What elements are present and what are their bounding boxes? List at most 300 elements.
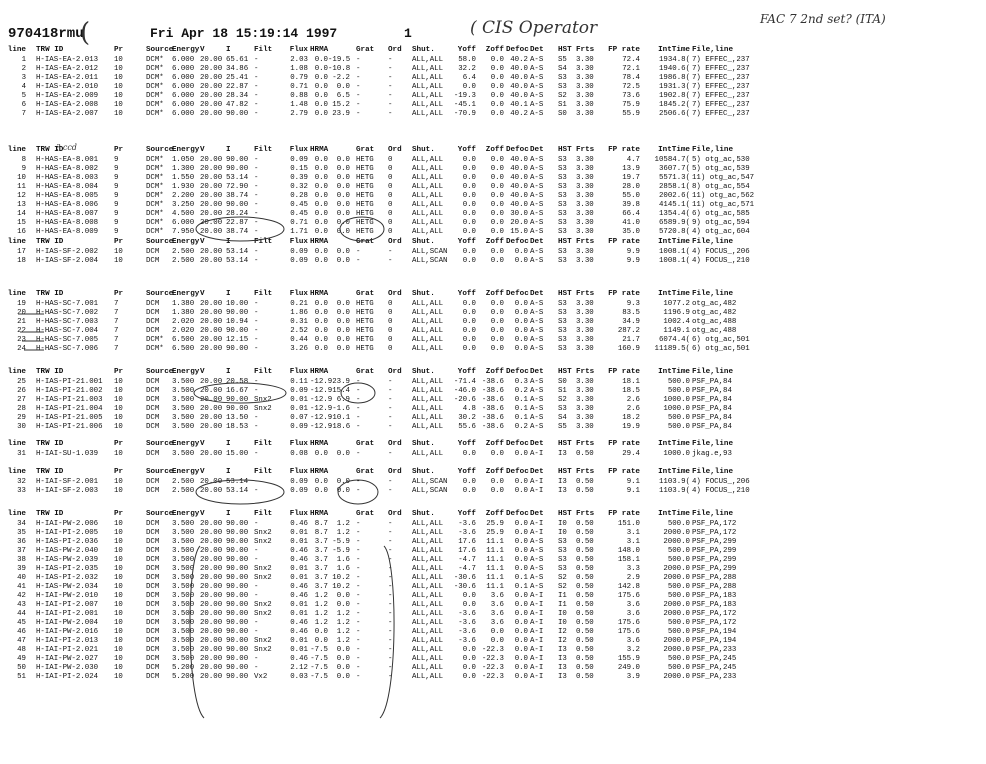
table-cell: 53.14	[226, 174, 249, 182]
table-cell: 0.0	[462, 248, 476, 256]
column-header: I	[226, 238, 231, 246]
table-cell: 0.0	[336, 655, 350, 663]
table-cell: -	[388, 529, 393, 537]
table-cell: 0.0	[336, 318, 350, 326]
table-cell: 0.01	[290, 405, 308, 413]
table-cell: I3	[558, 646, 567, 654]
table-cell: 7	[21, 110, 26, 118]
table-cell: 7) EFFEC_,237	[692, 74, 750, 82]
column-header: Ord	[388, 46, 402, 54]
table-cell: 10	[114, 637, 123, 645]
table-cell: 3.30	[576, 423, 594, 431]
column-header: HST	[558, 510, 572, 518]
table-cell: -10.1	[328, 414, 351, 422]
table-cell: -	[254, 664, 259, 672]
column-header: Zoff	[485, 146, 504, 154]
table-cell: 13.9	[622, 165, 640, 173]
column-header: TRW ID	[36, 440, 64, 448]
table-cell: 2.12	[290, 664, 308, 672]
column-header: HRMA	[310, 468, 329, 476]
table-cell: -3.6	[458, 619, 476, 627]
table-cell: 20.00	[200, 450, 223, 458]
column-header: line	[7, 440, 26, 448]
table-cell: 0.0	[462, 309, 476, 317]
column-header: Flux	[289, 368, 308, 376]
table-cell: 28.0	[622, 183, 640, 191]
column-header: Pr	[114, 290, 124, 298]
table-cell: 0.0	[336, 450, 350, 458]
table-cell: 3.30	[576, 65, 594, 73]
table-cell: jkag.e,93	[692, 450, 732, 458]
column-header: V	[200, 46, 205, 54]
table-cell: -	[254, 583, 259, 591]
table-cell: 90.00	[226, 592, 249, 600]
table-cell: Snx2	[254, 396, 272, 404]
table-cell: H-IAS-PI-21.003	[36, 396, 103, 404]
table-cell: -	[388, 637, 393, 645]
table-cell: ALL,SCAN	[412, 478, 448, 486]
table-cell: 0.50	[576, 637, 594, 645]
table-cell: 0.0	[314, 637, 328, 645]
table-cell: 4) FOCUS_,206	[692, 478, 750, 486]
table-cell: 1.86	[290, 309, 308, 317]
table-cell: H-HAS-EA-8.008	[36, 219, 99, 227]
table-cell: 26	[17, 387, 26, 395]
table-cell: 90.00	[226, 547, 249, 555]
table-cell: 500.0	[667, 583, 690, 591]
table-cell: 4) FOCUS_,206	[692, 248, 750, 256]
table-cell: 28.34	[226, 92, 249, 100]
table-cell: 0.01	[290, 610, 308, 618]
table-cell: 0.0	[490, 336, 504, 344]
column-header: Pr	[114, 510, 124, 518]
table-cell: ALL,ALL	[412, 201, 444, 209]
column-header: HST	[558, 290, 572, 298]
table-cell: 0.0	[490, 219, 504, 227]
table-cell: HETG	[356, 309, 374, 317]
column-header: Filt	[254, 290, 273, 298]
table-cell: 0.0	[490, 345, 504, 353]
table-cell: Snx2	[254, 601, 272, 609]
table-cell: -	[254, 556, 259, 564]
table-cell: 0.0	[514, 664, 528, 672]
table-cell: 1.2	[336, 637, 350, 645]
table-cell: 39.8	[622, 201, 640, 209]
table-cell: A-S	[530, 309, 544, 317]
table-cell: 0.0	[462, 336, 476, 344]
table-cell: ALL,ALL	[412, 101, 444, 109]
table-cell: -	[254, 414, 259, 422]
table-cell: 20.00	[200, 83, 223, 91]
table-cell: 7	[114, 300, 119, 308]
table-cell: 28	[17, 405, 26, 413]
table-row	[6, 405, 984, 414]
table-cell: -12.9	[310, 414, 333, 422]
table-cell: 0.0	[336, 300, 350, 308]
table-cell: 0.46	[290, 655, 308, 663]
column-header: HST	[558, 368, 572, 376]
table-cell: -	[254, 110, 259, 118]
table-cell: 0.50	[576, 487, 594, 495]
column-header: IntTime	[658, 46, 690, 54]
table-cell: 2.200	[172, 192, 195, 200]
table-cell: 40.0	[510, 156, 528, 164]
table-cell: 9	[114, 183, 119, 191]
table-cell: 287.2	[617, 327, 640, 335]
table-cell: 1.2	[314, 601, 328, 609]
column-header: HRMA	[310, 290, 329, 298]
table-cell: PSF_PA,299	[692, 538, 737, 546]
table-cell: 20.00	[200, 174, 223, 182]
column-header: Pr	[114, 468, 124, 476]
table-cell: 0.0	[336, 478, 350, 486]
table-row	[6, 300, 984, 309]
table-cell: DCM	[146, 529, 160, 537]
table-cell: 8	[21, 156, 26, 164]
table-cell: 0.50	[576, 592, 594, 600]
table-cell: 0.0	[336, 201, 350, 209]
table-cell: 142.8	[617, 583, 640, 591]
table-cell: 1.2	[314, 619, 328, 627]
table-cell: 3.30	[576, 74, 594, 82]
table-cell: Vx2	[254, 673, 268, 681]
table-cell: 1000.0	[663, 396, 690, 404]
table-cell: 90.00	[226, 538, 249, 546]
table-cell: DCM	[146, 300, 160, 308]
table-cell: -	[254, 300, 259, 308]
table-row	[6, 547, 984, 556]
table-cell: S3	[558, 327, 567, 335]
table-cell: 3.6	[490, 592, 504, 600]
table-cell: H-IAI-PI-2.007	[36, 601, 99, 609]
table-row	[6, 583, 984, 592]
table-cell: 6.000	[172, 219, 195, 227]
column-header: Det	[530, 468, 544, 476]
table-cell: 0.0	[514, 610, 528, 618]
table-cell: 0.0	[490, 318, 504, 326]
table-cell: 3.30	[576, 192, 594, 200]
table-cell: 3.500	[172, 396, 195, 404]
table-cell: -	[356, 56, 361, 64]
table-row	[6, 610, 984, 619]
table-cell: ALL,ALL	[412, 192, 444, 200]
column-header: Ord	[388, 510, 402, 518]
table-cell: H-IAS-EA-2.013	[36, 56, 99, 64]
table-cell: 3.500	[172, 628, 195, 636]
table-cell: DCM	[146, 378, 160, 386]
column-header: Filt	[254, 46, 273, 54]
table-cell: 0.28	[290, 192, 308, 200]
table-cell: 0.0	[314, 248, 328, 256]
column-header: Flux	[289, 238, 308, 246]
table-cell: 0.1	[514, 396, 528, 404]
table-cell: 10	[114, 565, 123, 573]
table-cell: S3	[558, 547, 567, 555]
table-cell: 0.2	[514, 423, 528, 431]
table-cell: 0	[388, 210, 393, 218]
table-cell: 1940.6(	[658, 65, 690, 73]
table-cell: 40.0	[510, 174, 528, 182]
table-cell: H-IAS-PI-2.036	[36, 538, 99, 546]
table-cell: 0.71	[290, 219, 308, 227]
table-cell: -	[254, 423, 259, 431]
table-cell: 3.7	[314, 538, 328, 546]
table-cell: 3	[21, 74, 26, 82]
table-cell: 10	[114, 65, 123, 73]
table-cell: S3	[558, 565, 567, 573]
table-cell: 0.0	[462, 219, 476, 227]
table-cell: 0.0	[514, 336, 528, 344]
table-cell: 12	[17, 192, 26, 200]
column-header: IntTime	[658, 368, 690, 376]
table-cell: -	[388, 65, 393, 73]
table-cell: 20.00	[200, 529, 223, 537]
table-cell: 10.94	[226, 318, 249, 326]
table-cell: ALL,ALL	[412, 174, 444, 182]
table-cell: 0.0	[490, 92, 504, 100]
table-cell: -	[254, 74, 259, 82]
table-cell: 20.00	[200, 219, 223, 227]
table-cell: I1	[558, 601, 567, 609]
column-header: Grat	[356, 468, 375, 476]
table-row	[6, 673, 984, 682]
table-cell: 4	[21, 83, 26, 91]
table-cell: PSF_PA,172	[692, 610, 737, 618]
table-cell: 5) otg_ac,539	[692, 165, 750, 173]
table-cell: 72.4	[622, 56, 640, 64]
table-cell: 0.50	[576, 520, 594, 528]
table-cell: 0.0	[462, 345, 476, 353]
table-cell: 3.500	[172, 387, 195, 395]
table-cell: -38.6	[481, 405, 504, 413]
column-header: File,line	[692, 238, 734, 246]
table-cell: -	[254, 192, 259, 200]
table-cell: 0.0	[514, 673, 528, 681]
table-cell: 1.6	[336, 556, 350, 564]
table-cell: 6.500	[172, 336, 195, 344]
column-header: I	[226, 368, 231, 376]
table-cell: -3.6	[458, 628, 476, 636]
table-cell: 1000.0	[663, 405, 690, 413]
table-cell: 0.01	[290, 538, 308, 546]
table-cell: 0.31	[290, 318, 308, 326]
table-cell: 0.0	[490, 83, 504, 91]
doc-id: 970418rmu	[8, 26, 84, 42]
table-cell: 3.30	[576, 183, 594, 191]
table-cell: -	[388, 592, 393, 600]
table-cell: 0.0	[514, 628, 528, 636]
table-cell: 0.0	[314, 300, 328, 308]
table-cell: 0.0	[462, 601, 476, 609]
table-cell: DCM*	[146, 345, 164, 353]
table-cell: 6.000	[172, 101, 195, 109]
table-cell: ALL,ALL	[412, 300, 444, 308]
table-cell: 11.1	[486, 547, 504, 555]
column-header: HST	[558, 468, 572, 476]
column-header: HST	[558, 440, 572, 448]
table-cell: 1902.8(	[658, 92, 690, 100]
column-header: Energy	[172, 368, 200, 376]
table-cell: 0.0	[490, 56, 504, 64]
table-cell: S3	[558, 336, 567, 344]
table-cell: 175.6	[617, 628, 640, 636]
table-cell: I3	[558, 478, 567, 486]
table-cell: DCM*	[146, 336, 164, 344]
table-cell: DCM	[146, 387, 160, 395]
table-cell: 40.0	[510, 65, 528, 73]
table-cell: 0	[388, 336, 393, 344]
table-cell: HETG	[356, 192, 374, 200]
table-cell: 2000.0	[663, 610, 690, 618]
table-cell: 0.0	[514, 318, 528, 326]
table-cell: A-I	[530, 628, 544, 636]
table-cell: 0.45	[290, 210, 308, 218]
table-cell: 0	[388, 309, 393, 317]
table-cell: 0.09	[290, 487, 308, 495]
table-cell: 53.14	[226, 248, 249, 256]
table-cell: 20.00	[200, 414, 223, 422]
table-cell: 44	[17, 610, 26, 618]
table-cell: I3	[558, 673, 567, 681]
table-cell: 3.500	[172, 547, 195, 555]
column-header: Flux	[289, 468, 308, 476]
table-cell: 500.0	[667, 556, 690, 564]
table-cell: 20.00	[200, 637, 223, 645]
column-header: Shut.	[412, 46, 435, 54]
table-cell: 90.00	[226, 396, 249, 404]
table-cell: 0.0	[514, 327, 528, 335]
column-header: TRW ID	[36, 290, 64, 298]
table-cell: 18	[17, 257, 26, 265]
table-cell: 0.15	[290, 165, 308, 173]
column-header: Flux	[289, 146, 308, 154]
column-header: Filt	[254, 146, 273, 154]
table-cell: -	[388, 646, 393, 654]
table-cell: 0.79	[290, 74, 308, 82]
table-cell: ALL,ALL	[412, 378, 444, 386]
table-cell: 19.7	[622, 174, 640, 182]
table-cell: 2.500	[172, 248, 195, 256]
table-row	[6, 74, 984, 83]
table-cell: 0.0	[490, 156, 504, 164]
table-cell: 45	[17, 619, 26, 627]
table-cell: -7.5	[310, 664, 328, 672]
table-cell: -	[356, 378, 361, 386]
table-cell: H-IAS-EA-2.009	[36, 92, 99, 100]
table-cell: 0.0	[462, 257, 476, 265]
table-cell: 20.00	[200, 646, 223, 654]
table-cell: -	[356, 547, 361, 555]
table-cell: -	[356, 538, 361, 546]
table-cell: -	[356, 610, 361, 618]
column-header: Source	[146, 46, 174, 54]
table-cell: 3.500	[172, 520, 195, 528]
table-cell: 40.0	[510, 165, 528, 173]
table-cell: A-I	[530, 619, 544, 627]
table-cell: 20.00	[200, 619, 223, 627]
table-cell: 37	[17, 547, 26, 555]
table-cell: A-S	[530, 74, 544, 82]
table-cell: 12.15	[226, 336, 249, 344]
column-header: Zoff	[485, 440, 504, 448]
table-cell: H-HAS-SC-7.006	[36, 345, 99, 353]
table-cell: H-IAI-PW-2.004	[36, 619, 99, 627]
table-cell: 3.6	[490, 619, 504, 627]
table-cell: S3	[558, 74, 567, 82]
table-cell: H-IAS-PI-21.001	[36, 378, 103, 386]
column-header: IntTime	[658, 238, 690, 246]
table-cell: A-I	[530, 664, 544, 672]
table-cell: 6.000	[172, 74, 195, 82]
table-cell: 1077.2	[663, 300, 690, 308]
table-cell: -	[254, 257, 259, 265]
column-header: Filt	[254, 440, 273, 448]
table-cell: 0.0	[314, 336, 328, 344]
column-header: IntTime	[658, 440, 690, 448]
table-cell: 10	[114, 655, 123, 663]
table-cell: -	[388, 110, 393, 118]
table-cell: 20.00	[200, 574, 223, 582]
table-cell: 90.00	[226, 156, 249, 164]
column-header: Det	[530, 146, 544, 154]
table-cell: -1.6	[332, 405, 350, 413]
table-cell: 0.0	[314, 156, 328, 164]
table-cell: 4.500	[172, 210, 195, 218]
table-cell: 20.00	[200, 56, 223, 64]
table-cell: 3.30	[576, 414, 594, 422]
table-cell: 500.0	[667, 414, 690, 422]
table-cell: A-I	[530, 637, 544, 645]
table-cell: DCM	[146, 538, 160, 546]
table-cell: 20.00	[200, 556, 223, 564]
table-cell: 0.1	[514, 583, 528, 591]
table-cell: DCM*	[146, 165, 164, 173]
table-cell: 0.46	[290, 547, 308, 555]
table-cell: S4	[558, 65, 567, 73]
table-cell: 0.0	[336, 327, 350, 335]
table-cell: 18.2	[622, 414, 640, 422]
column-header: Grat	[356, 368, 375, 376]
table-cell: 3.30	[576, 110, 594, 118]
table-cell: -	[356, 101, 361, 109]
table-cell: 6) otg_ac,585	[692, 210, 750, 218]
table-cell: 0.0	[314, 201, 328, 209]
column-header: Filt	[254, 510, 273, 518]
table-cell: S3	[558, 538, 567, 546]
table-cell: 18.53	[226, 423, 249, 431]
table-cell: A-S	[530, 345, 544, 353]
table-row	[6, 56, 984, 65]
table-cell: 0.0	[336, 248, 350, 256]
table-cell: -	[356, 619, 361, 627]
table-cell: 3607.7(	[658, 165, 690, 173]
table-cell: -	[388, 257, 393, 265]
column-header: Grat	[356, 46, 375, 54]
column-header: IntTime	[658, 290, 690, 298]
table-cell: 0.88	[290, 92, 308, 100]
column-header: Yoff	[457, 368, 476, 376]
table-cell: 1103.9(	[658, 478, 690, 486]
table-cell: PSF_PA,299	[692, 547, 737, 555]
column-header: Source	[146, 290, 174, 298]
column-header: Frts	[576, 510, 595, 518]
table-cell: 7) EFFEC_,237	[692, 65, 750, 73]
table-cell: 0.0	[462, 210, 476, 218]
table-cell: DCM*	[146, 183, 164, 191]
table-cell: 34	[17, 520, 26, 528]
table-cell: 0.50	[576, 655, 594, 663]
table-cell: -	[356, 601, 361, 609]
